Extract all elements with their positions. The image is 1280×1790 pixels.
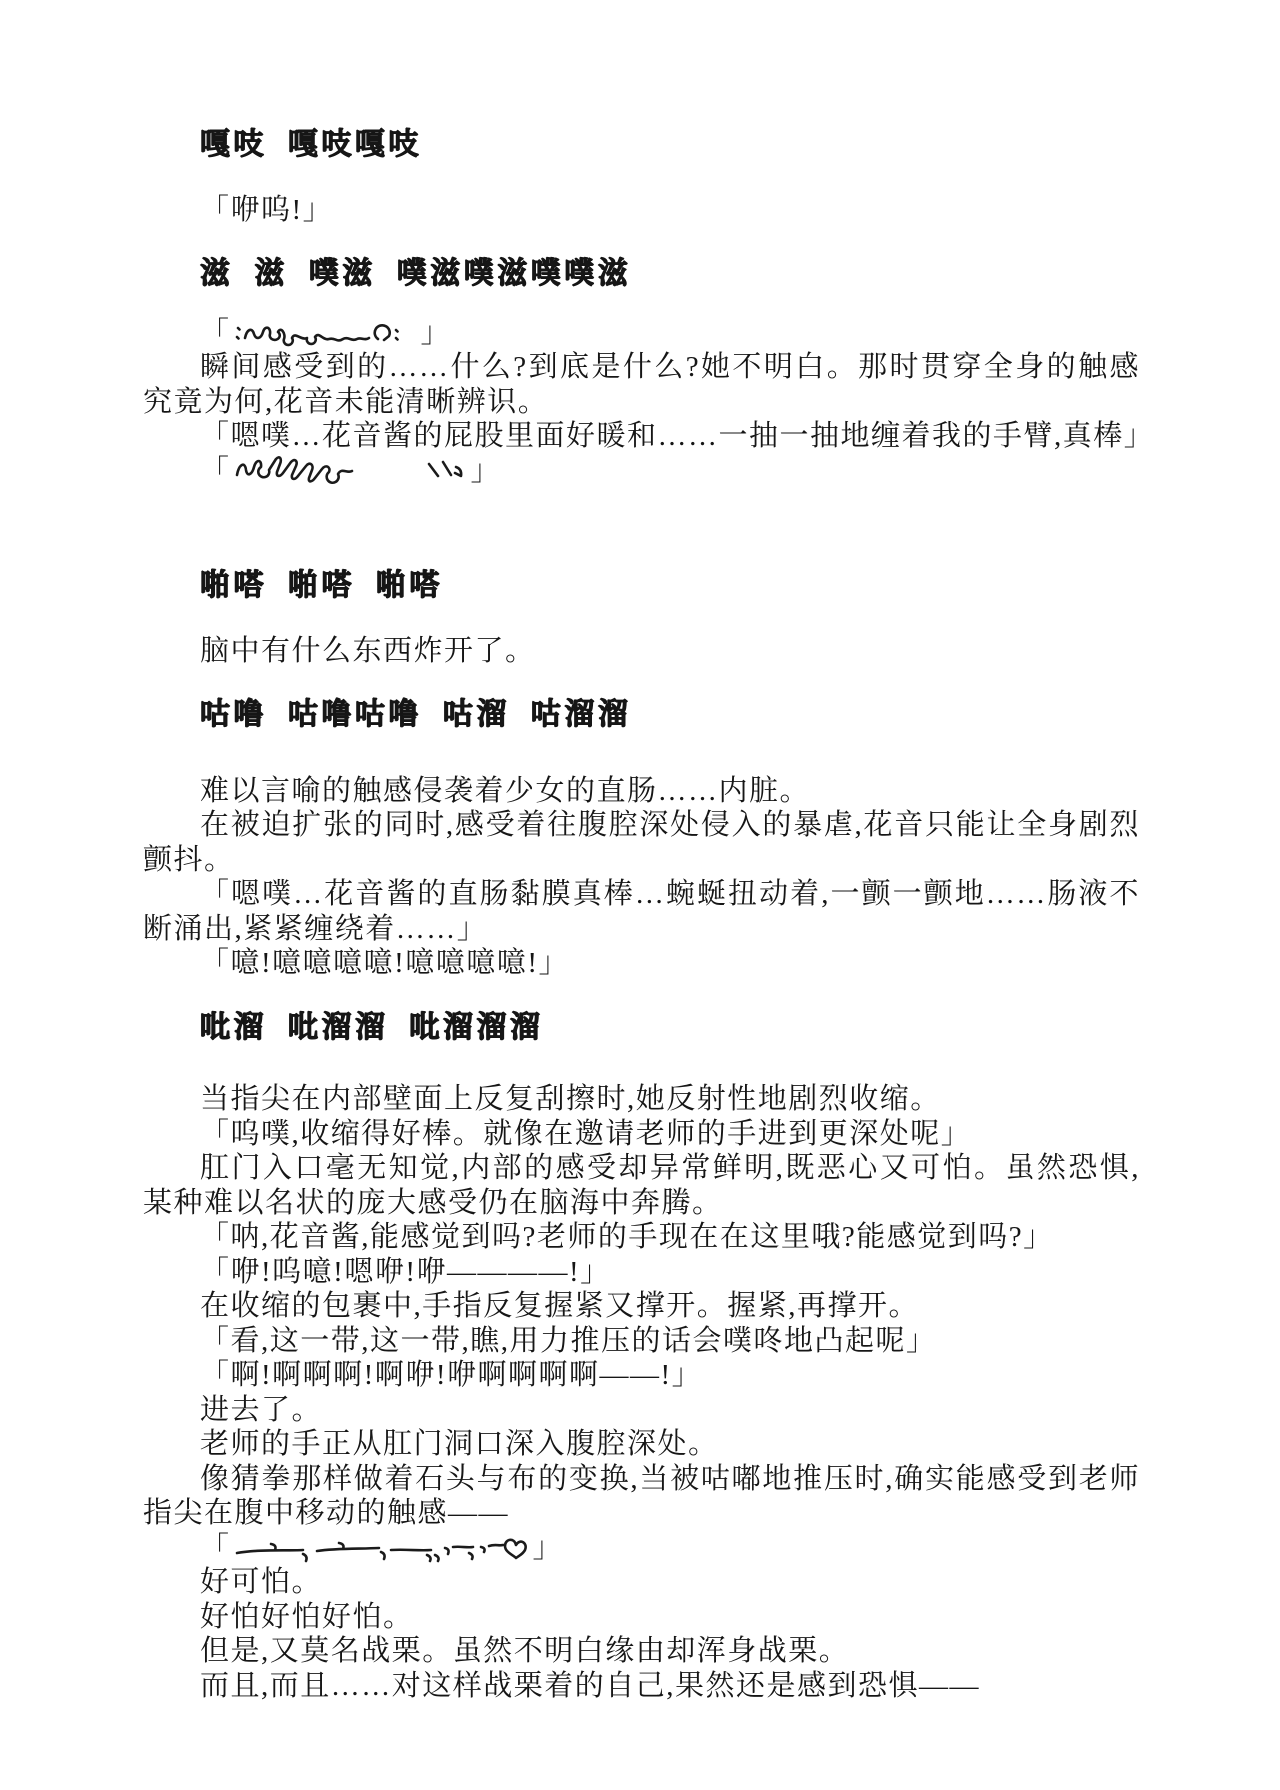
dialogue-yiwu: 「咿呜!」 [200,193,334,226]
para-indescribable: 难以言喻的触感侵袭着少女的直肠……内脏。 [200,774,811,807]
para-fear-of-self: 而且,而且……对这样战栗着的自己,果然还是感到恐惧—— [200,1669,981,1702]
para-it-went-in: 进去了。 [200,1393,323,1426]
quote-close-bracket: 」 [420,316,452,349]
para-instant-feeling: 瞬间感受到的……什么?到底是什么?她不明白。那时贯穿全身的触感究竟为何,花音未能清晰辨识。 [143,351,1140,418]
dialogue-mucosa: 「嗯噗…花音酱的直肠黏膜真棒…蜿蜒扭动着,一颤一颤地……肠液不断涌出,紧紧缠绕着……」 [143,878,1140,945]
illegible-scream-1 [143,316,1140,351]
quote-open-bracket: 「 [200,1531,231,1564]
dialogue-contract: 「呜噗,收缩得好棒。就像在邀请老师的手进到更深处呢」 [200,1117,972,1150]
scribble-flatline-heart-icon [231,1536,533,1564]
text-column [143,127,1155,1703]
illegible-scream-3 [143,1531,1140,1566]
dialogue-can-you-feel: 「呐,花音酱,能感觉到吗?老师的手现在在这里哦?能感觉到吗?」 [200,1221,1054,1253]
dialogue-a-scream: 「啊!啊啊啊!啊咿!咿啊啊啊啊——!」 [200,1359,703,1391]
quote-open-bracket: 「 [200,316,231,349]
para-teacher-hand: 老师的手正从肛门洞口深入腹腔深处。 [200,1428,719,1460]
quote-close-bracket: 」 [532,1531,564,1564]
para-entrance-numb: 肛门入口毫无知觉,内部的感受却异常鲜明,既恶心又可怕。虽然恐惧,某种难以名状的庞大感受仍在脑海中奔腾。 [143,1152,1140,1219]
sfx-squelch: 滋 滋 噗滋 噗滋噗滋噗噗滋 [200,256,632,291]
quote-open-bracket: 「 [200,454,231,487]
dialogue-yi-dash: 「咿!呜噫!嗯咿!咿————!」 [200,1255,611,1288]
sfx-gurgle: 咕噜 咕噜咕噜 咕溜 咕溜溜 [200,697,632,732]
dialogue-yi-scream: 「噫!噫噫噫噫!噫噫噫噫!」 [200,947,569,979]
dialogue-look-here: 「看,这一带,这一带,瞧,用力推压的话会噗咚地凸起呢」 [200,1324,937,1357]
para-forced-expand: 在被迫扩张的同时,感受着往腹腔深处侵入的暴虐,花音只能让全身剧烈颤抖。 [143,809,1140,876]
illegible-scream-2 [143,454,1140,489]
scribble-wave-loops-icon [231,321,421,349]
sfx-pata: 啪嗒 啪嗒 啪嗒 [200,568,443,603]
para-brain-burst: 脑中有什么东西炸开了。 [200,634,536,667]
para-fingertip: 当指尖在内部壁面上反复刮擦时,她反射性地剧烈收缩。 [200,1083,941,1115]
sfx-creak: 嘎吱 嘎吱嘎吱 [200,127,422,162]
dialogue-warm-inside: 「嗯噗…花音酱的屁股里面好暖和……一抽一抽地缠着我的手臂,真棒」 [200,420,1155,452]
para-grip-spread: 在收缩的包裹中,手指反复握紧又撑开。握紧,再撑开。 [200,1290,920,1322]
scribble-zigzag-icon [231,455,471,487]
para-scary-x3: 好怕好怕好怕。 [200,1600,414,1633]
sfx-slither: 吡溜 吡溜溜 吡溜溜溜 [200,1009,544,1045]
para-rock-paper: 像猜拳那样做着石头与布的变换,当被咕嘟地推压时,确实能感受到老师指尖在腹中移动的触感—— [143,1462,1140,1529]
quote-close-bracket: 」 [470,454,502,487]
para-trembling: 但是,又莫名战栗。虽然不明白缘由却浑身战栗。 [200,1635,850,1667]
para-so-scary: 好可怕。 [200,1566,323,1598]
